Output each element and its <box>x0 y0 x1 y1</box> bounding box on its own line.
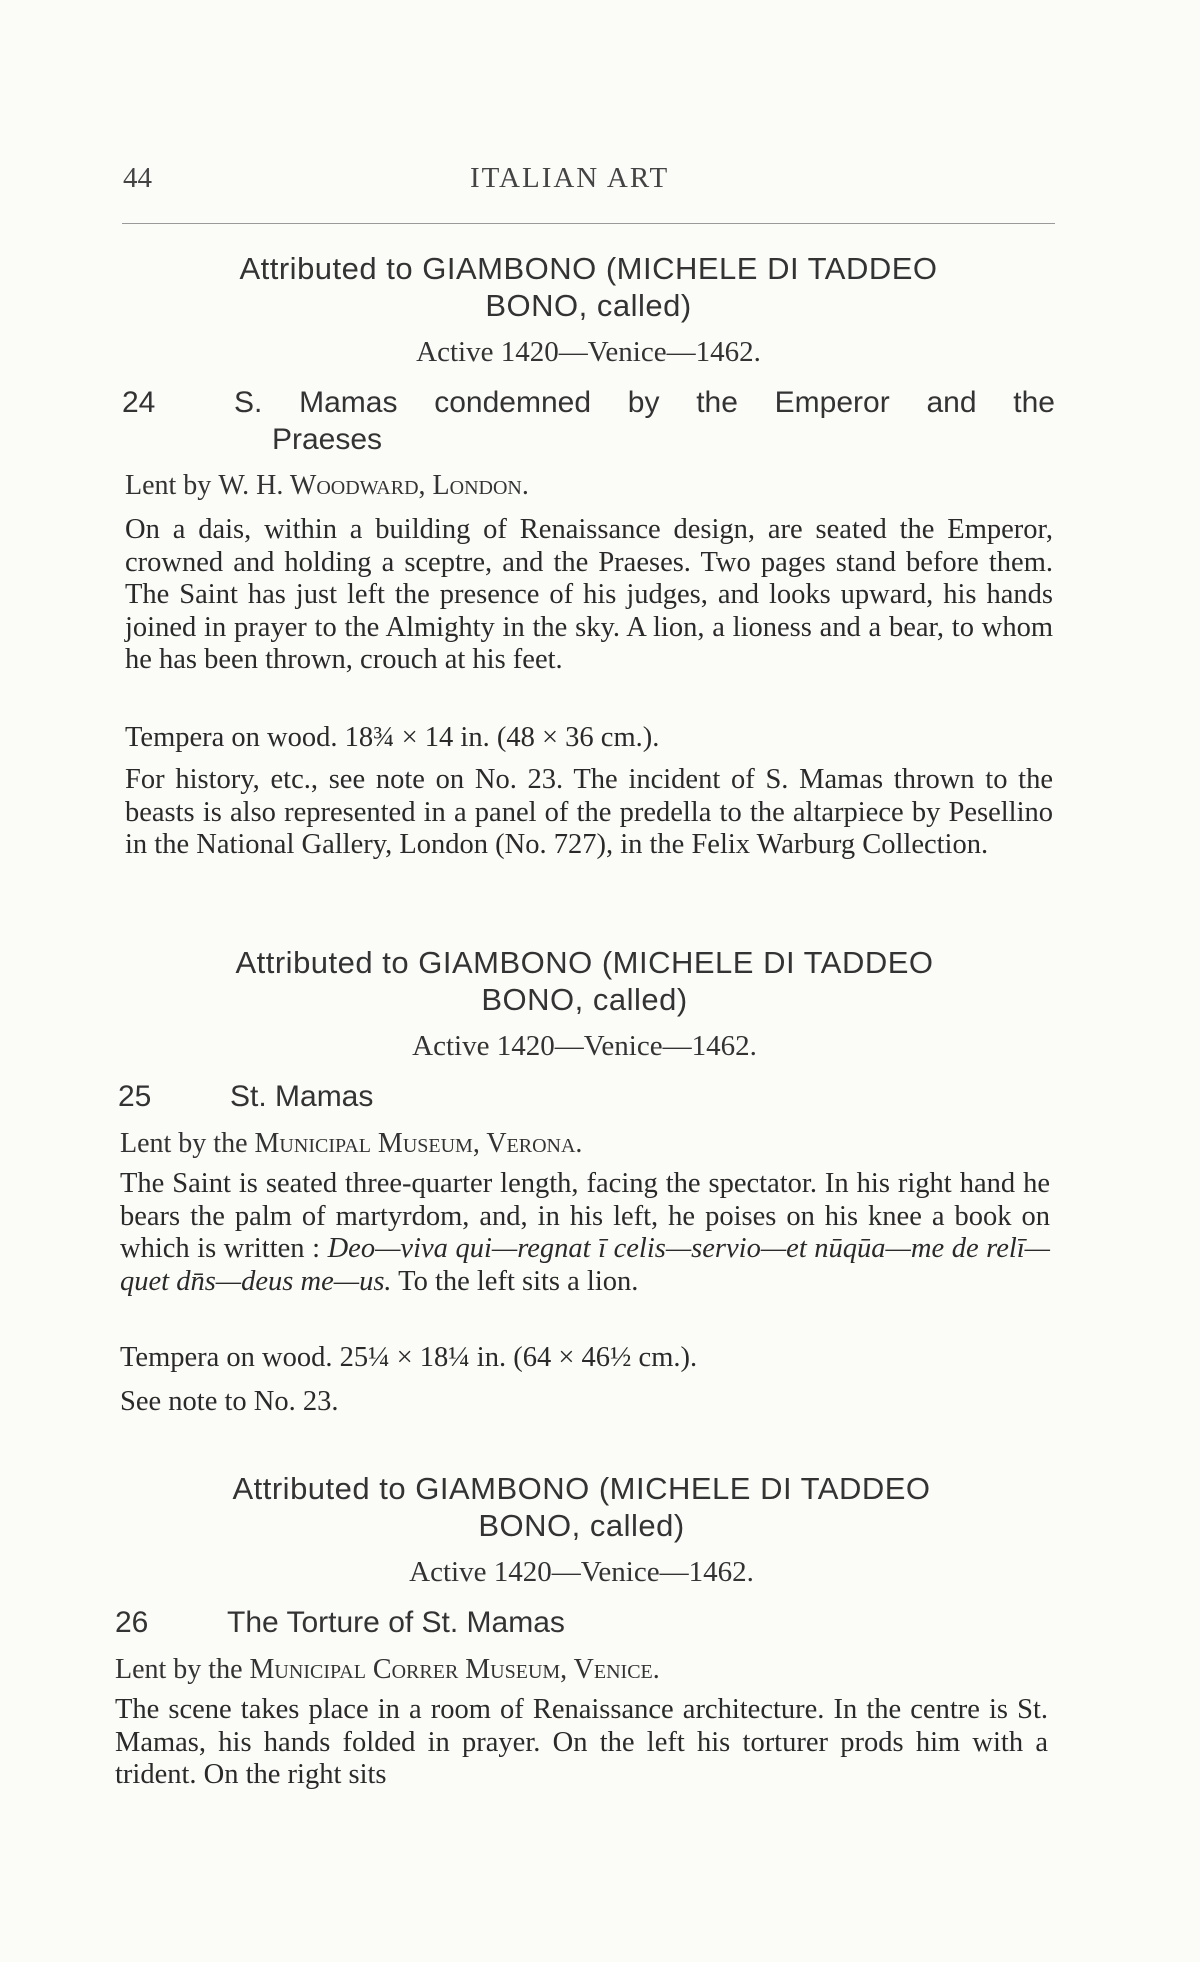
history-note: See note to No. 23. <box>120 1386 339 1417</box>
title-line: S. Mamas condemned by the Emperor and the <box>234 386 1055 419</box>
catalogue-number: 25 <box>118 1080 152 1113</box>
medium-dimensions: Tempera on wood. 18¾ × 14 in. (48 × 36 cm.). <box>125 722 660 753</box>
attribution-line: Attributed to GIAMBONO (MICHELE DI TADDEO <box>235 945 934 980</box>
attribution-line: BONO, called) <box>481 982 688 1017</box>
header-rule <box>122 223 1055 224</box>
entry-heading <box>122 384 1055 464</box>
entry-title: St. Mamas <box>230 1080 374 1113</box>
lender-line <box>120 1128 1050 1160</box>
lender-prefix: Lent by the <box>120 1128 248 1159</box>
catalogue-number: 24 <box>122 386 156 419</box>
active-dates: Active 1420—Venice—1462. <box>416 336 761 368</box>
catalogue-number: 26 <box>115 1606 149 1639</box>
attribution-line: Attributed to GIAMBONO (MICHELE DI TADDEO <box>239 251 938 286</box>
entry-title <box>234 384 1055 458</box>
entry-heading <box>115 1604 1048 1644</box>
attribution-heading <box>122 250 1055 324</box>
lender-prefix: Lent by <box>125 470 212 501</box>
description-tail: To the left sits a lion. <box>398 1265 639 1297</box>
description: On a dais, within a building of Renaissance design, are seated the Emperor, crowned and holding a sceptre, and the Praeses. Two pages stand before them. The Saint has just left the presence of his judges, and looks upward, his hands joined in prayer to the Almighty in the sky. A lion, a lioness and a bear, to whom he has been thrown, crouch at his feet. <box>125 514 1053 675</box>
attribution-heading <box>115 1470 1048 1544</box>
active-dates: Active 1420—Venice—1462. <box>412 1030 757 1062</box>
description: The scene takes place in a room of Renaissance architecture. In the centre is St. Mamas, his hands folded in prayer. On the left his torturer prods him with a trident. On the right sits <box>115 1694 1048 1790</box>
attribution-heading <box>118 944 1051 1018</box>
attribution-line: BONO, called) <box>478 1508 685 1543</box>
description-text: The Saint is seated three-quarter length, facing the spectator. In his right hand he bears the palm of martyrdom, and, in his left, he poises on his knee a book on which is written : <box>120 1168 1050 1264</box>
title-line: Praeses <box>272 423 383 456</box>
active-dates: Active 1420—Venice—1462. <box>409 1556 754 1588</box>
medium-dimensions: Tempera on wood. 25¼ × 18¼ in. (64 × 46½ cm.). <box>120 1342 698 1373</box>
attribution-line: BONO, called) <box>485 288 692 323</box>
page-number: 44 <box>123 162 152 194</box>
lender-line <box>125 470 1055 502</box>
entry-title: The Torture of St. Mamas <box>227 1606 565 1639</box>
lender-line <box>115 1654 1048 1686</box>
entry-heading <box>118 1078 1051 1118</box>
lender-name: Municipal Museum, Verona. <box>254 1128 583 1159</box>
lender-name: Municipal Correr Museum, Venice. <box>249 1654 660 1685</box>
lender-prefix: Lent by the <box>115 1654 243 1685</box>
history-note: For history, etc., see note on No. 23. The incident of S. Mamas thrown to the beasts is also represented in a panel of the predella to the altarpiece by Pesellino in the National Gallery, London (No. 727), in the Felix Warburg Collection. <box>125 764 1053 860</box>
lender-name: W. H. Woodward, London. <box>218 470 529 501</box>
running-head: ITALIAN ART <box>470 162 670 194</box>
attribution-line: Attributed to GIAMBONO (MICHELE DI TADDEO <box>232 1471 931 1506</box>
inscription: Deo—viva qui—regnat ī celis—servio—et nūqūa—me de relī—quet dn̄s—deus me—us. <box>120 1233 1051 1297</box>
description <box>120 1168 1050 1298</box>
